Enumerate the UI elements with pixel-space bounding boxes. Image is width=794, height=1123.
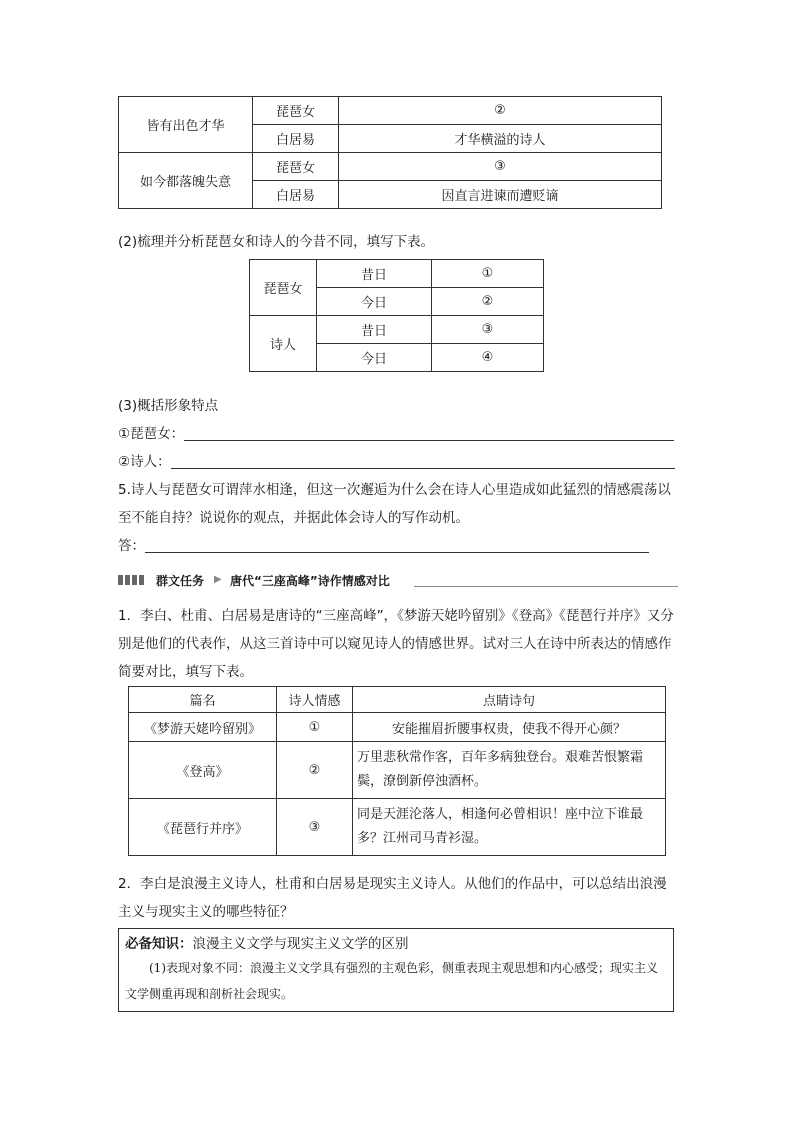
banner-bars-icon <box>118 575 144 585</box>
question-3-item-2 <box>118 448 678 476</box>
table-cell-lines: 万里悲秋常作客，百年多病独登台。艰难苦恨繁霜鬓，潦倒新停浊酒杯。 <box>353 742 666 799</box>
table-row <box>129 742 666 799</box>
table-cell-blank[interactable]: ④ <box>432 344 544 372</box>
question-2-prompt: (2)梳理并分析琵琶女和诗人的今昔不同，填写下表。 <box>118 234 435 250</box>
answer-line[interactable] <box>171 452 675 469</box>
table-cell-title: 《登高》 <box>129 742 277 799</box>
banner-rule <box>414 586 678 587</box>
table-cell-time: 今日 <box>317 344 432 372</box>
task-1-text: 1．李白、杜甫、白居易是唐诗的“三座高峰”，《梦游天姥吟留别》《登高》《琵琶行并序》又分别是他们的代表作，从这三首诗中可以窥见诗人的情感世界。试对三人在诗中所表达的情感作简要对比，填写下表。 <box>118 608 674 680</box>
question-3-item-1 <box>118 420 678 448</box>
knowledge-title <box>125 933 667 955</box>
table-cell-title: 《梦游天姥吟留别》 <box>129 713 277 742</box>
table-cell-content: ② <box>339 97 662 125</box>
answer-label: 答： <box>118 538 145 554</box>
table-cell-group: 诗人 <box>250 316 317 372</box>
knowledge-body: (1)表现对象不同：浪漫主义文学具有强烈的主观色彩，侧重表现主观思想和内心感受；现实主义文学侧重再现和剖析社会现实。 <box>125 961 659 1001</box>
table-header-lines: 点睛诗句 <box>353 687 666 713</box>
task-2-text: 2．李白是浪漫主义诗人，杜甫和白居易是现实主义诗人。从他们的作品中，可以总结出浪漫主义与现实主义的哪些特征？ <box>118 876 667 920</box>
table-cell-emotion[interactable]: ① <box>277 713 353 742</box>
question-5-answer <box>118 532 678 560</box>
banner-subtitle: 唐代“三座高峰”诗作情感对比 <box>230 574 390 588</box>
question-3-prompt: (3)概括形象特点 <box>118 398 219 414</box>
knowledge-label: 必备知识： <box>125 936 193 952</box>
question-5-text: 5.诗人与琵琶女可谓萍水相逢，但这一次邂逅为什么会在诗人心里造成如此猛烈的情感震荡以至不能自持？说说你的观点，并据此体会诗人的写作动机。 <box>118 482 671 526</box>
table-cell-person: 琵琶女 <box>253 97 339 125</box>
table-cell-blank[interactable]: ① <box>432 260 544 288</box>
table-cell-group: 如今都落魄失意 <box>119 153 253 209</box>
table-cell-person: 白居易 <box>253 125 339 153</box>
table-row <box>250 316 544 344</box>
answer-line[interactable] <box>145 536 649 553</box>
table-row <box>119 97 662 125</box>
table-cell-blank[interactable]: ③ <box>432 316 544 344</box>
item-label: ①琵琶女： <box>118 426 185 442</box>
arrow-right-icon: ▶ <box>214 574 222 585</box>
table-cell-person: 白居易 <box>253 181 339 209</box>
answer-line[interactable] <box>184 424 674 441</box>
table-cell-lines: 安能摧眉折腰事权贵，使我不得开心颜？ <box>353 713 666 742</box>
emotion-comparison-table <box>128 686 666 856</box>
table-cell-time: 昔日 <box>317 316 432 344</box>
table-cell-time: 昔日 <box>317 260 432 288</box>
knowledge-box <box>118 928 674 1012</box>
table-cell-group: 琵琶女 <box>250 260 317 316</box>
table-cell-time: 今日 <box>317 288 432 316</box>
knowledge-subtitle: 浪漫主义文学与现实主义文学的区别 <box>192 936 409 952</box>
table-cell-title: 《琵琶行并序》 <box>129 799 277 856</box>
table-row <box>119 153 662 181</box>
table-cell-content: ③ <box>339 153 662 181</box>
comparison-table-talent <box>118 96 662 209</box>
table-row <box>129 713 666 742</box>
table-header-title: 篇名 <box>129 687 277 713</box>
table-cell-content: 因直言进谏而遭贬谪 <box>339 181 662 209</box>
table-cell-emotion[interactable]: ③ <box>277 799 353 856</box>
banner-title: 群文任务 <box>156 574 205 588</box>
table-cell-blank[interactable]: ② <box>432 288 544 316</box>
table-header-emotion: 诗人情感 <box>277 687 353 713</box>
table-row <box>250 260 544 288</box>
item-label: ②诗人： <box>118 454 171 470</box>
section-banner <box>118 572 678 588</box>
table-cell-emotion[interactable]: ② <box>277 742 353 799</box>
past-present-table <box>249 259 544 372</box>
table-cell-content: 才华横溢的诗人 <box>339 125 662 153</box>
table-row <box>129 799 666 856</box>
table-cell-person: 琵琶女 <box>253 153 339 181</box>
table-cell-lines: 同是天涯沦落人，相逢何必曾相识！座中泣下谁最多？江州司马青衫湿。 <box>353 799 666 856</box>
table-header-row <box>129 687 666 713</box>
table-cell-group: 皆有出色才华 <box>119 97 253 153</box>
